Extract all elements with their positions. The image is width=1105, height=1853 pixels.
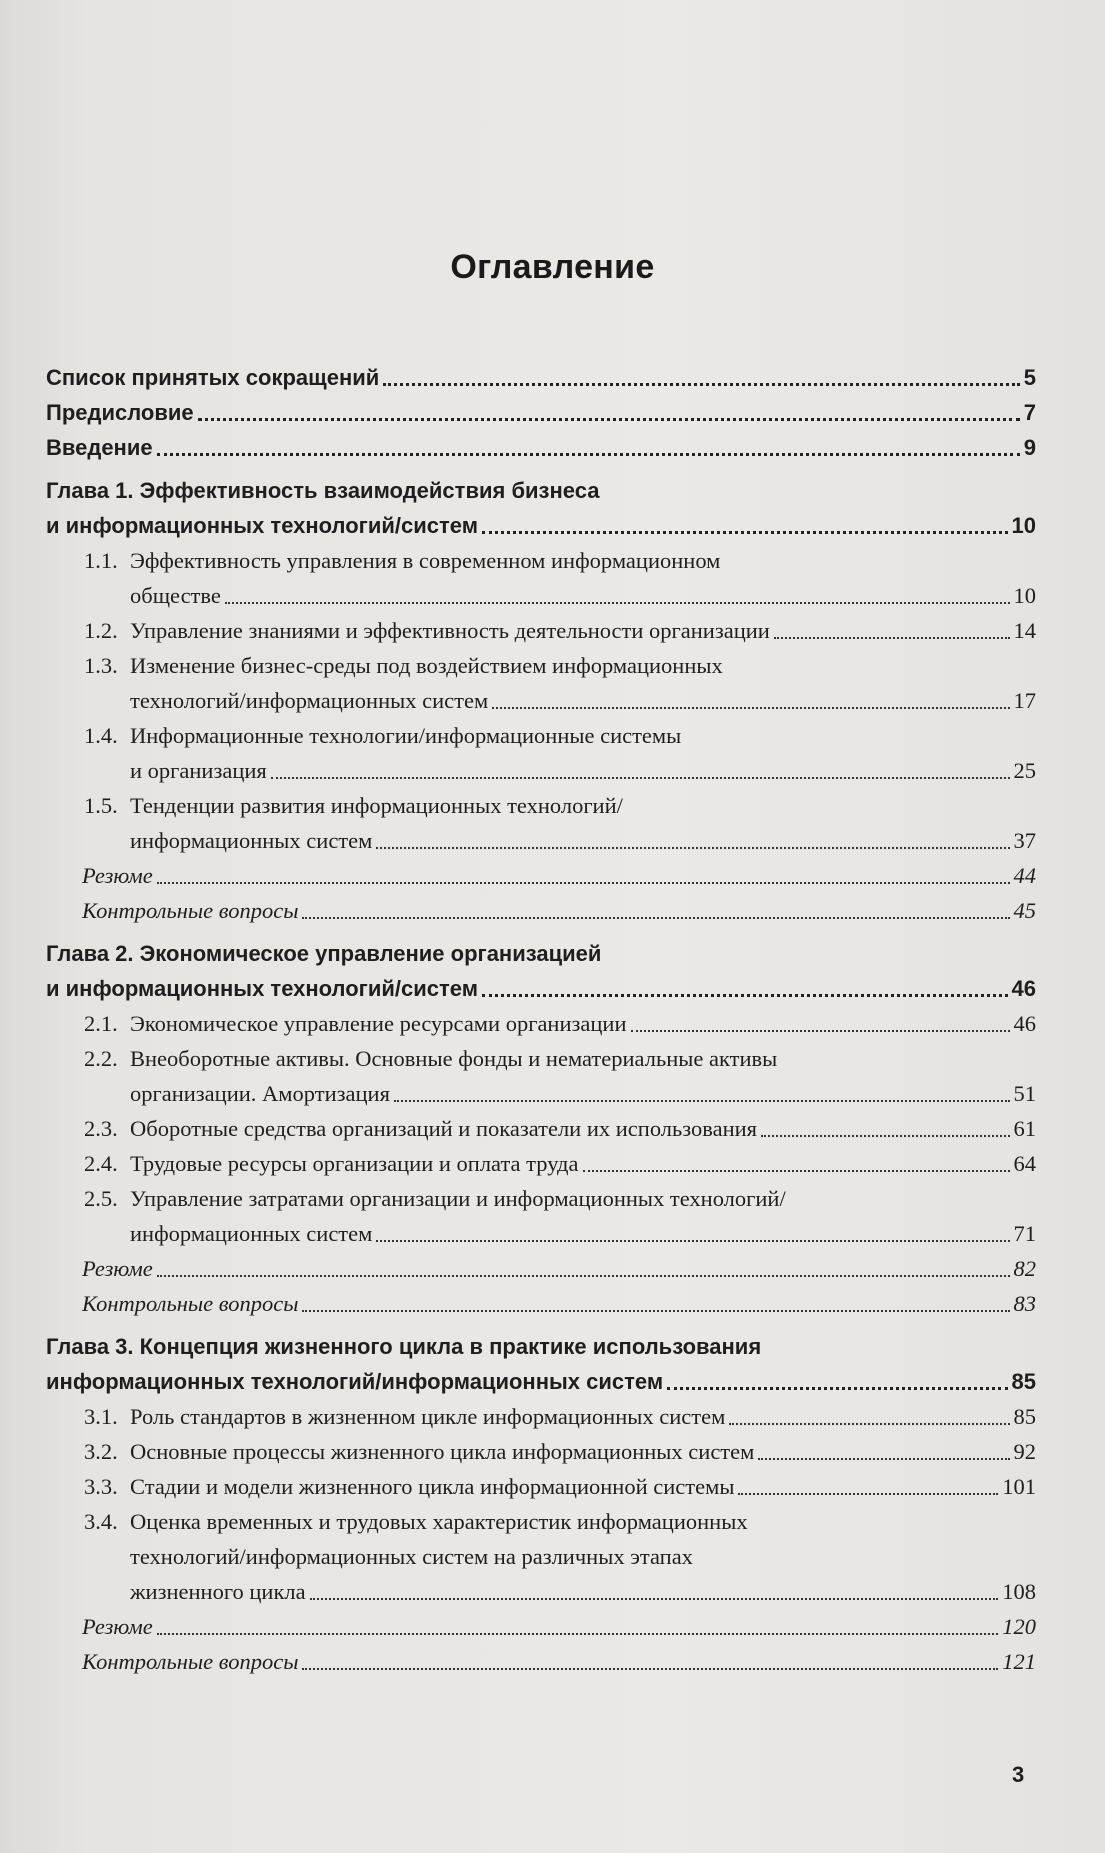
section-body <box>130 1146 1036 1181</box>
chapter-heading-line2[interactable] <box>46 1364 1036 1399</box>
section-body <box>130 613 1036 648</box>
section-title-line: жизненного цикла <box>130 1579 306 1604</box>
section-title-line: технологий/информационных систем <box>130 688 489 713</box>
toc-front-entry-label: Введение <box>46 435 153 460</box>
section-page: 25 <box>1013 758 1036 783</box>
section-body <box>130 1469 1036 1504</box>
section-body <box>130 1181 1036 1251</box>
toc-questions-entry-page: 121 <box>1002 1649 1036 1674</box>
toc-front-entry-page: 5 <box>1023 365 1036 390</box>
toc-section-entry[interactable] <box>46 1399 1036 1434</box>
leader-dots <box>738 1493 998 1495</box>
leader-dots <box>157 1633 998 1635</box>
chapter-heading[interactable]: Глава 1. Эффективность взаимодействия бизнеса <box>46 478 600 503</box>
section-number: 2.3. <box>84 1116 118 1141</box>
section-page: 64 <box>1013 1151 1036 1176</box>
section-title-line: информационных систем <box>130 828 373 853</box>
section-title-line: Управление затратами организации и информационных технологий/ <box>130 1186 786 1211</box>
section-page: 37 <box>1013 828 1036 853</box>
leader-dots <box>225 602 1010 604</box>
chapter-heading-line2-label: и информационных технологий/систем <box>46 513 478 538</box>
section-body <box>130 1006 1036 1041</box>
section-title-line: Оценка временных и трудовых характеристик информационных <box>130 1509 748 1534</box>
section-body <box>130 718 1036 788</box>
toc-summary-entry-page: 44 <box>1013 863 1036 888</box>
section-body <box>130 1399 1036 1434</box>
section-title-line: Экономическое управление ресурсами организации <box>130 1011 627 1036</box>
leader-dots <box>376 847 1009 849</box>
section-title-line: Эффективность управления в современном информационном <box>130 548 721 573</box>
toc-summary-entry-label: Резюме <box>82 1256 153 1281</box>
toc-section-entry[interactable] <box>46 543 1036 613</box>
leader-dots <box>157 882 1010 884</box>
toc-questions-entry[interactable] <box>46 1286 1036 1321</box>
leader-dots <box>761 1135 1009 1137</box>
chapter-heading-line2-page: 85 <box>1011 1369 1036 1394</box>
leader-dots <box>394 1100 1010 1102</box>
section-title-line: организации. Амортизация <box>130 1081 390 1106</box>
leader-dots <box>482 994 1008 997</box>
section-number: 1.4. <box>84 723 118 748</box>
section-page: 85 <box>1013 1404 1036 1429</box>
section-number: 2.2. <box>84 1046 118 1071</box>
section-page: 108 <box>1002 1579 1036 1604</box>
section-page: 10 <box>1013 583 1036 608</box>
page-number: 3 <box>1012 1762 1025 1787</box>
leader-dots <box>774 637 1010 639</box>
section-title-line: и организация <box>130 758 267 783</box>
table-of-contents <box>46 360 1036 1679</box>
leader-dots <box>157 453 1020 456</box>
chapter-heading-line2-page: 10 <box>1011 513 1036 538</box>
section-number: 2.5. <box>84 1186 118 1211</box>
toc-section-entry[interactable] <box>46 1146 1036 1181</box>
section-title-line: Основные процессы жизненного цикла информационных систем <box>130 1439 755 1464</box>
leader-dots <box>302 917 1009 919</box>
toc-summary-entry-page: 120 <box>1002 1614 1036 1639</box>
section-body <box>130 1504 1036 1609</box>
toc-section-entry[interactable] <box>46 718 1036 788</box>
toc-front-entry[interactable] <box>46 395 1036 430</box>
chapter-heading-line2-label: и информационных технологий/систем <box>46 976 478 1001</box>
toc-section-entry[interactable] <box>46 1469 1036 1504</box>
section-page: 17 <box>1013 688 1036 713</box>
chapter-heading-line2-label: информационных технологий/информационных систем <box>46 1369 664 1394</box>
leader-dots <box>302 1310 1009 1312</box>
leader-dots <box>302 1668 998 1670</box>
leader-dots <box>729 1423 1009 1425</box>
section-title-line: информационных систем <box>130 1221 373 1246</box>
leader-dots <box>758 1458 1009 1460</box>
section-page: 61 <box>1013 1116 1036 1141</box>
section-title-line: Внеоборотные активы. Основные фонды и нематериальные активы <box>130 1046 778 1071</box>
section-number: 2.1. <box>84 1011 118 1036</box>
toc-summary-entry[interactable] <box>46 858 1036 893</box>
toc-section-entry[interactable] <box>46 613 1036 648</box>
toc-front-entry[interactable] <box>46 430 1036 465</box>
leader-dots <box>383 383 1019 386</box>
toc-questions-entry[interactable] <box>46 1644 1036 1679</box>
toc-front-entry-label: Список принятых сокращений <box>46 365 380 390</box>
toc-section-entry[interactable] <box>46 648 1036 718</box>
toc-questions-entry-label: Контрольные вопросы <box>82 898 299 923</box>
section-body <box>130 1434 1036 1469</box>
toc-front-entry-label: Предисловие <box>46 400 194 425</box>
toc-section-entry[interactable] <box>46 1041 1036 1111</box>
toc-section-entry[interactable] <box>46 1006 1036 1041</box>
section-number: 1.2. <box>84 618 118 643</box>
toc-summary-entry-label: Резюме <box>82 1614 153 1639</box>
leader-dots <box>631 1030 1010 1032</box>
toc-questions-entry-page: 83 <box>1013 1291 1036 1316</box>
leader-dots <box>492 707 1009 709</box>
section-page: 51 <box>1013 1081 1036 1106</box>
section-title-line: Изменение бизнес-среды под воздействием информационных <box>130 653 723 678</box>
leader-dots <box>157 1275 1010 1277</box>
toc-front-entry-page: 7 <box>1023 400 1036 425</box>
toc-summary-entry-label: Резюме <box>82 863 153 888</box>
section-number: 3.4. <box>84 1509 118 1534</box>
section-title-line: Роль стандартов в жизненном цикле информационных систем <box>130 1404 726 1429</box>
toc-questions-entry-label: Контрольные вопросы <box>82 1649 299 1674</box>
toc-front-entry-page: 9 <box>1023 435 1036 460</box>
toc-summary-entry-page: 82 <box>1013 1256 1036 1281</box>
section-number: 3.1. <box>84 1404 118 1429</box>
toc-section-entry[interactable] <box>46 1434 1036 1469</box>
toc-section-entry[interactable] <box>46 1181 1036 1251</box>
chapter-heading[interactable]: Глава 3. Концепция жизненного цикла в практике использования <box>46 1334 762 1359</box>
section-body <box>130 1041 1036 1111</box>
toc-questions-entry-label: Контрольные вопросы <box>82 1291 299 1316</box>
section-title-line: Тенденции развития информационных технологий/ <box>130 793 623 818</box>
leader-dots <box>198 418 1020 421</box>
section-number: 1.1. <box>84 548 118 573</box>
section-page: 14 <box>1013 618 1036 643</box>
section-page: 92 <box>1013 1439 1036 1464</box>
leader-dots <box>667 1387 1007 1390</box>
toc-front-entry[interactable] <box>46 360 1036 395</box>
section-number: 2.4. <box>84 1151 118 1176</box>
section-title-line: Информационные технологии/информационные системы <box>130 723 682 748</box>
toc-summary-entry[interactable] <box>46 1251 1036 1286</box>
section-body <box>130 648 1036 718</box>
chapter-heading-line2[interactable] <box>46 508 1036 543</box>
chapter-heading-line2[interactable] <box>46 971 1036 1006</box>
section-title-line: обществе <box>130 583 221 608</box>
section-body <box>130 543 1036 613</box>
chapter-heading[interactable]: Глава 2. Экономическое управление организацией <box>46 941 602 966</box>
section-number: 3.2. <box>84 1439 118 1464</box>
section-title-line: Управление знаниями и эффективность деятельности организации <box>130 618 770 643</box>
toc-questions-entry[interactable] <box>46 893 1036 928</box>
leader-dots <box>310 1598 999 1600</box>
section-number: 1.3. <box>84 653 118 678</box>
chapter-heading-line2-page: 46 <box>1011 976 1036 1001</box>
section-page: 101 <box>1002 1474 1036 1499</box>
toc-section-entry[interactable] <box>46 1504 1036 1609</box>
toc-section-entry[interactable] <box>46 788 1036 858</box>
section-body <box>130 1111 1036 1146</box>
section-title-line: технологий/информационных систем на различных этапах <box>130 1544 693 1569</box>
leader-dots <box>271 777 1010 779</box>
section-title-line: Трудовые ресурсы организации и оплата труда <box>130 1151 579 1176</box>
page-title: Оглавление <box>450 248 655 286</box>
toc-section-entry[interactable] <box>46 1111 1036 1146</box>
section-title-line: Оборотные средства организаций и показатели их использования <box>130 1116 758 1141</box>
section-title-line: Стадии и модели жизненного цикла информационной системы <box>130 1474 735 1499</box>
section-number: 1.5. <box>84 793 118 818</box>
leader-dots <box>376 1240 1009 1242</box>
toc-questions-entry-page: 45 <box>1013 898 1036 923</box>
section-page: 46 <box>1013 1011 1036 1036</box>
section-body <box>130 788 1036 858</box>
leader-dots <box>482 531 1008 534</box>
section-page: 71 <box>1013 1221 1036 1246</box>
leader-dots <box>583 1170 1010 1172</box>
toc-summary-entry[interactable] <box>46 1609 1036 1644</box>
section-number: 3.3. <box>84 1474 118 1499</box>
